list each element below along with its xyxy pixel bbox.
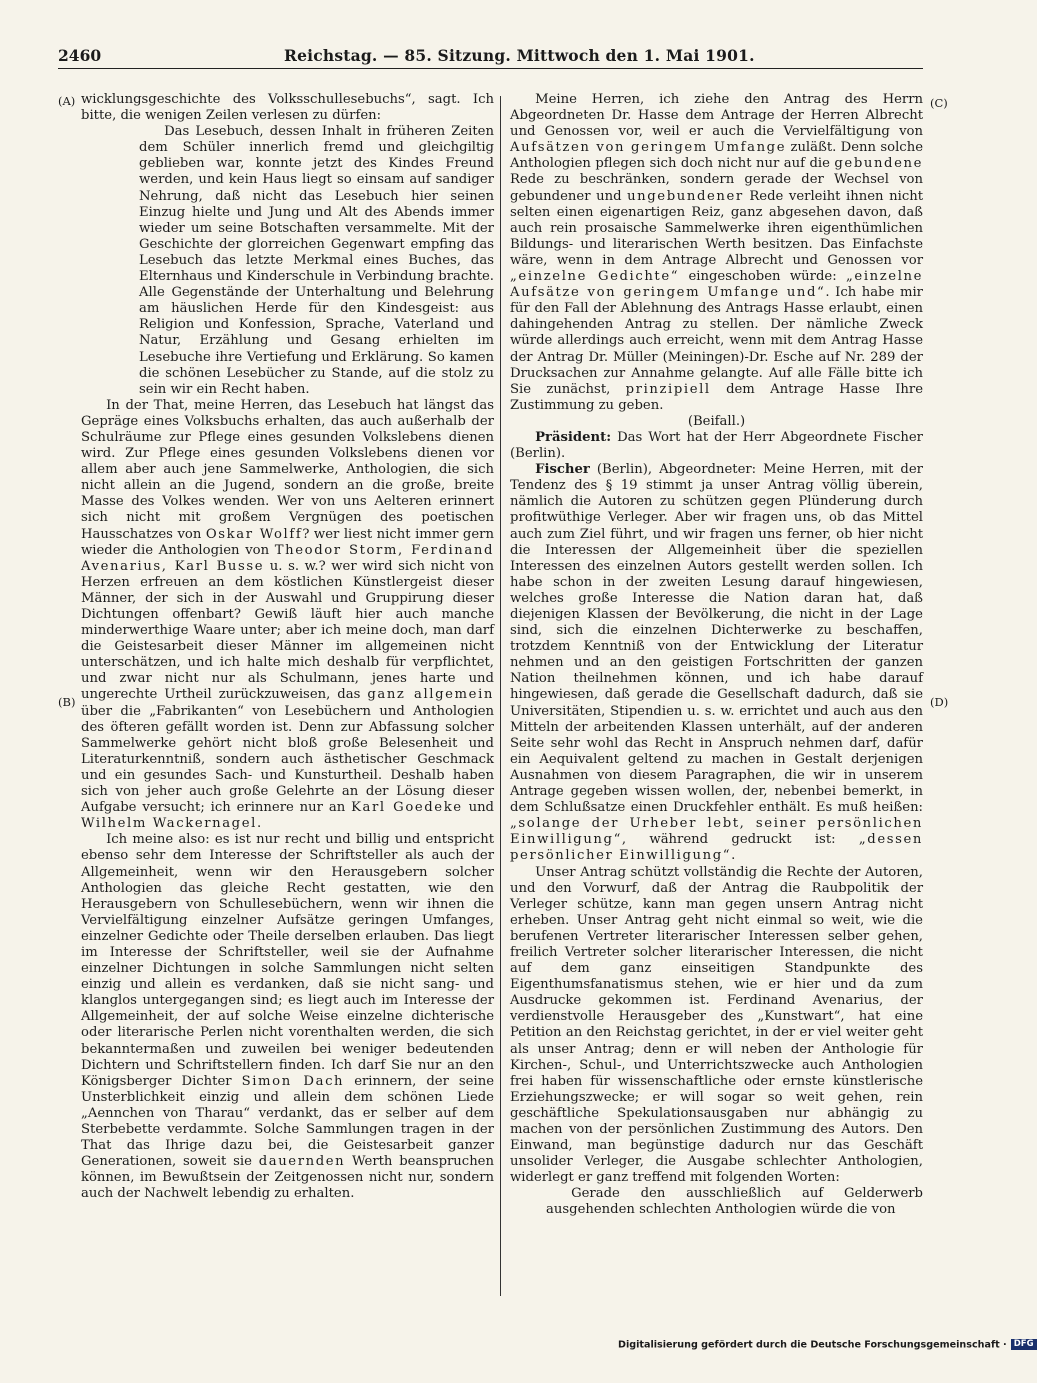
emphasis-gebundene: gebundene: [834, 156, 923, 172]
applause-note: (Beifall.): [687, 413, 746, 429]
emphasis-aufsaetze: Aufsätzen von geringem Umfange: [510, 140, 787, 156]
margin-marker-d: (D): [930, 695, 949, 709]
emphasis-wilhelm-wackernagel: Wilhelm Wackernagel: [81, 816, 257, 832]
page-number: 2460: [58, 46, 102, 65]
right-paragraph-president: Präsident: Das Wort hat der Herr Abgeordnete Fischer (Berlin).: [510, 429, 923, 462]
digitization-footer: [618, 1339, 1034, 1353]
column-divider: [500, 96, 501, 1296]
margin-marker-a: (A): [58, 94, 76, 108]
emphasis-ungebundener: ungebundener: [627, 188, 744, 204]
emphasis-anthology-editors: Theodor Storm, Ferdinand Avenarius, Karl Busse: [81, 542, 494, 574]
left-paragraph-3: Ich meine also: es ist nur recht und billig und entspricht ebenso sehr dem Interesse der Schriftsteller als auch der Allgemeinheit, wenn wir den Herausgebern solcher Anthologien das gleiche Recht gestatten, wie den Herausgebern von Schullesebüchern, wenn wir ihnen die Vervielfältigung einzelner Aufsätze geringen Umfanges, einzelner Gedichte oder Theile derselben erlauben. Das liegt im Interesse der Schriftsteller, weil sie der Aufnahme einzelner Dichtungen in solche Sammlungen nicht selten einzig und allein es verdanken, daß sie nicht sang- und klanglos untergegangen sind; es liegt auch im Interesse der Allgemeinheit, der auf solche Weise einzelne dichterische oder literarische Perlen nicht vorenthalten werden, die sich bekanntermaßen und zuweilen bei weniger bedeutenden Dichtern und Schriftstellern finden. Ich darf Sie nur an den Königsberger Dichter Simon Dach erinnern, der seine Unsterblichkeit einzig und allein dem schönen Liede „Aennchen von Tharau“ verdankt, das er selber auf dem Sterbebette verdammte. Solche Sammlungen tragen in der That das Ihrige dazu bei, die Geistesarbeit ganzer Generationen, soweit sie dauernden Werth beanspruchen können, im Bewußtsein der Zeitgenossen nicht nur, sondern auch der Nachwelt lebendig zu erhalten.: [81, 832, 494, 1202]
dfg-logo: DFG: [1011, 1339, 1037, 1350]
emphasis-solange: „solange der Urheber lebt, seiner persönlichen Einwilligung“: [510, 816, 923, 848]
right-paragraph-1: Meine Herren, ich ziehe den Antrag des Herrn Abgeordneten Dr. Hasse dem Antrage der Herren Albrecht und Genossen vor, weil er auch die Vervielfältigung von Aufsätzen von geringem Umfange zuläßt. Denn solche Anthologien pflegen sich doch nicht nur auf die gebundene Rede zu beschränken, sondern gerade der Wechsel von gebundener und ungebundener Rede verleiht ihnen nicht selten einen eigenartigen Reiz, ganz abgesehen davon, daß auch rein prosaische Sammelwerke ihren eigenthümlichen Bildungs- und literarischen Werth besitzen. Das Einfachste wäre, wenn in dem Antrage Albrecht und Genossen vor „einzelne Gedichte“ eingeschoben würde: „einzelne Aufsätze von geringem Umfange und“. Ich habe mir für den Fall der Ablehnung des Antrags Hasse erlaubt, einen dahingehenden Antrag zu stellen. Der nämliche Zweck würde allerdings auch erreicht, wenn mit dem Antrag Hasse der Antrag Dr. Müller (Meiningen)-Dr. Esche auf Nr. 289 der Drucksachen zur Annahme gelangte. Auf alle Fälle bitte ich Sie zunächst, prinzipiell dem Antrage Hasse Ihre Zustimmung zu geben.: [510, 92, 924, 413]
right-paragraph-4: Unser Antrag schützt vollständig die Rechte der Autoren, und den Vorwurf, daß der Antrag die Raubpolitik der Verleger schütze, kann man gegen unsern Antrag nicht erheben. Unser Antrag geht nicht einmal so weit, wie die berufenen Vertreter literarischer Interessen selber gehen, freilich Vertreter solcher literarischer Interessen, die nicht auf dem ganz einseitigen Standpunkte des Eigenthumsfanatismus stehen, wie er hier und da zum Ausdrucke gekommen ist. Ferdinand Avenarius, der verdienstvolle Herausgeber des „Kunstwart“, hat eine Petition an den Reichstag gerichtet, in der er viel weiter geht als unser Antrag; denn er will neben der Anthologie für Kirchen-, Schul-, und Unterrichtszwecke auch Anthologien frei haben für wissenschaftliche oder ernste künstlerische Erziehungszwecke; er will sogar so weit gehen, rein geschäftliche Spekulationsausgaben nur abhängig zu machen von der persönlichen Zustimmung des Autors. Den Einwand, man begünstige dadurch nur das Geschäft unsolider Verleger, die Ausgabe schlechter Anthologien, widerlegt er ganz treffend mit folgenden Worten:: [510, 864, 923, 1186]
footer-credit: Digitalisierung gefördert durch die Deutsche Forschungsgemeinschaft ·: [618, 1339, 1007, 1351]
running-title: Reichstag. — 85. Sitzung. Mittwoch den 1. Mai 1901.: [284, 46, 755, 65]
speaker-fischer: Fischer: [535, 462, 590, 478]
emphasis-einzelne-gedichte: „einzelne Gedichte“: [510, 269, 680, 285]
emphasis-dessen: „dessen persönlicher Einwilligung“: [510, 832, 923, 864]
right-column: [510, 92, 923, 1219]
emphasis-einzelne-aufsaetze: „einzelne Aufsätze von geringem Umfange und“: [510, 269, 924, 301]
header-rule: [58, 68, 923, 69]
margin-marker-b: (B): [58, 695, 76, 709]
left-paragraph-1: wicklungsgeschichte des Volksschullesebuchs“, sagt. Ich bitte, die wenigen Zeilen verlesen zu dürfen:: [81, 92, 494, 124]
right-paragraph-fischer: Fischer (Berlin), Abgeordneter: Meine Herren, mit der Tendenz des § 19 stimmt ja unser Antrag völlig überein, nämlich die Autoren zu schützen gegen Plünderung durch profitwüthige Verleger. Aber wir fragen uns, ob das Mittel auch zum Ziel führt, und wir fragen uns ferner, ob hier nicht die Interessen der Allgemeinheit über die speziellen Interessen des einzelnen Autors gestellt werden sollen. Ich habe schon in der zweiten Lesung darauf hingewiesen, welches große Interesse die Nation daran hat, daß diejenigen Klassen der Bevölkerung, die nicht in der Lage sind, sich die einzelnen Dichterwerke zu beschaffen, trotzdem Kenntniß von der Entwicklung der Literatur nehmen und an den geistigen Fortschritten der ganzen Nation theilnehmen können, und ich habe darauf hingewiesen, daß gerade die Gesellschaft dadurch, daß sie Universitäten, Stipendien u. s. w. errichtet und auch aus den Mitteln der arbeitenden Klassen unterhält, auf der anderen Seite sehr wohl das Recht in Anspruch nehmen darf, dafür ein Aequivalent geltend zu machen in Gestalt derjenigen Ausnahmen von diesem Paragraphen, die wir in unserem Antrage gegeben wissen wollen, der, nebenbei bemerkt, in dem Schlußsatze einen Druckfehler enthält. Es muß heißen: „solange der Urheber lebt, seiner persönlichen Einwilligung“, während gedruckt ist: „dessen persönlicher Einwilligung“.: [510, 462, 923, 864]
right-block-quote: Gerade den ausschließlich auf Gelderwerb ausgehenden schlechten Anthologien würde die von: [546, 1186, 923, 1218]
speaker-president: Präsident:: [535, 429, 612, 445]
emphasis-oskar-wolff: Oskar Wolff: [205, 526, 303, 542]
emphasis-simon-dach: Simon Dach: [241, 1073, 345, 1089]
emphasis-karl-goedeke: Karl Goedeke: [351, 800, 463, 816]
left-block-quote: Das Lesebuch, dessen Inhalt in früheren Zeiten dem Schüler innerlich fremd und gleichgiltig geblieben war, konnte jetzt des Kindes Freund werden, und kein Haus liegt so einsam auf sandiger Nehrung, daß nicht das Lesebuch hier seinen Einzug hielte und Jung und Alt des Abends immer wieder um seine Botschaften versammelte. Mit der Geschichte der glorreichen Gegenwart empfing das Lesebuch das letzte Merkmal eines Buches, das Elternhaus und Kinderschule in Verbindung brachte. Alle Gegenstände der Unterhaltung und Belehrung am häuslichen Herde für den Kindesgeist: aus Religion und Konfession, Sprache, Vaterland und Natur, Erzählung und Gesang erhielten im Lesebuche ihre Vertiefung und Erklärung. So kamen die schönen Lesebücher zu Stande, auf die stolz zu sein wir ein Recht haben.: [139, 124, 494, 397]
page-header: [58, 44, 923, 66]
left-paragraph-2: In der That, meine Herren, das Lesebuch hat längst das Gepräge eines Volksbuchs erhalten, das auch außerhalb der Schulräume zur Pflege eines gesunden Volkslebens dienen wird. Zur Pflege eines gesunden Volkslebens dienen vor allem aber auch jene Sammelwerke, Anthologien, die sich nicht allein an die Jugend, sondern an die große, breite Masse des Volkes wenden. Wer von uns Aelteren erinnert sich nicht mit großem Vergnügen des poetischen Hausschatzes von Oskar Wolff? wer liest nicht immer gern wieder die Anthologien von Theodor Storm, Ferdinand Avenarius, Karl Busse u. s. w.? wer wird sich nicht von Herzen erfreuen an dem köstlichen Künstlergeist dieser Männer, der sich in der Auswahl und Gruppirung dieser Dichtungen offenbart? Gewiß läuft hier auch manche minderwerthige Waare unter; aber ich meine doch, man darf die Geistesarbeit dieser Männer im allgemeinen nicht unterschätzen, und ich halte mich deshalb für verpflichtet, und zwar nicht nur als Schulmann, jenes harte und ungerechte Urtheil zurückzuweisen, das ganz allgemein über die „Fabrikanten“ von Lesebüchern und Anthologien des öfteren gefällt worden ist. Denn zur Abfassung solcher Sammelwerke gehört nicht bloß große Belesenheit und Literaturkenntniß, sondern auch ästhetischer Geschmack und ein gesundes Sach- und Kunsturtheil. Deshalb haben sich von jeher auch große Gelehrte an der Lösung dieser Aufgabe versucht; ich erinnere nur an Karl Goedeke und Wilhelm Wackernagel.: [81, 397, 494, 832]
emphasis-dauernden: dauernden: [258, 1154, 346, 1170]
emphasis-ganz-allgemein: ganz allgemein: [367, 687, 494, 703]
emphasis-prinzipiell: prinzipiell: [625, 381, 711, 397]
left-column: [81, 92, 494, 1202]
margin-marker-c: (C): [930, 96, 948, 110]
